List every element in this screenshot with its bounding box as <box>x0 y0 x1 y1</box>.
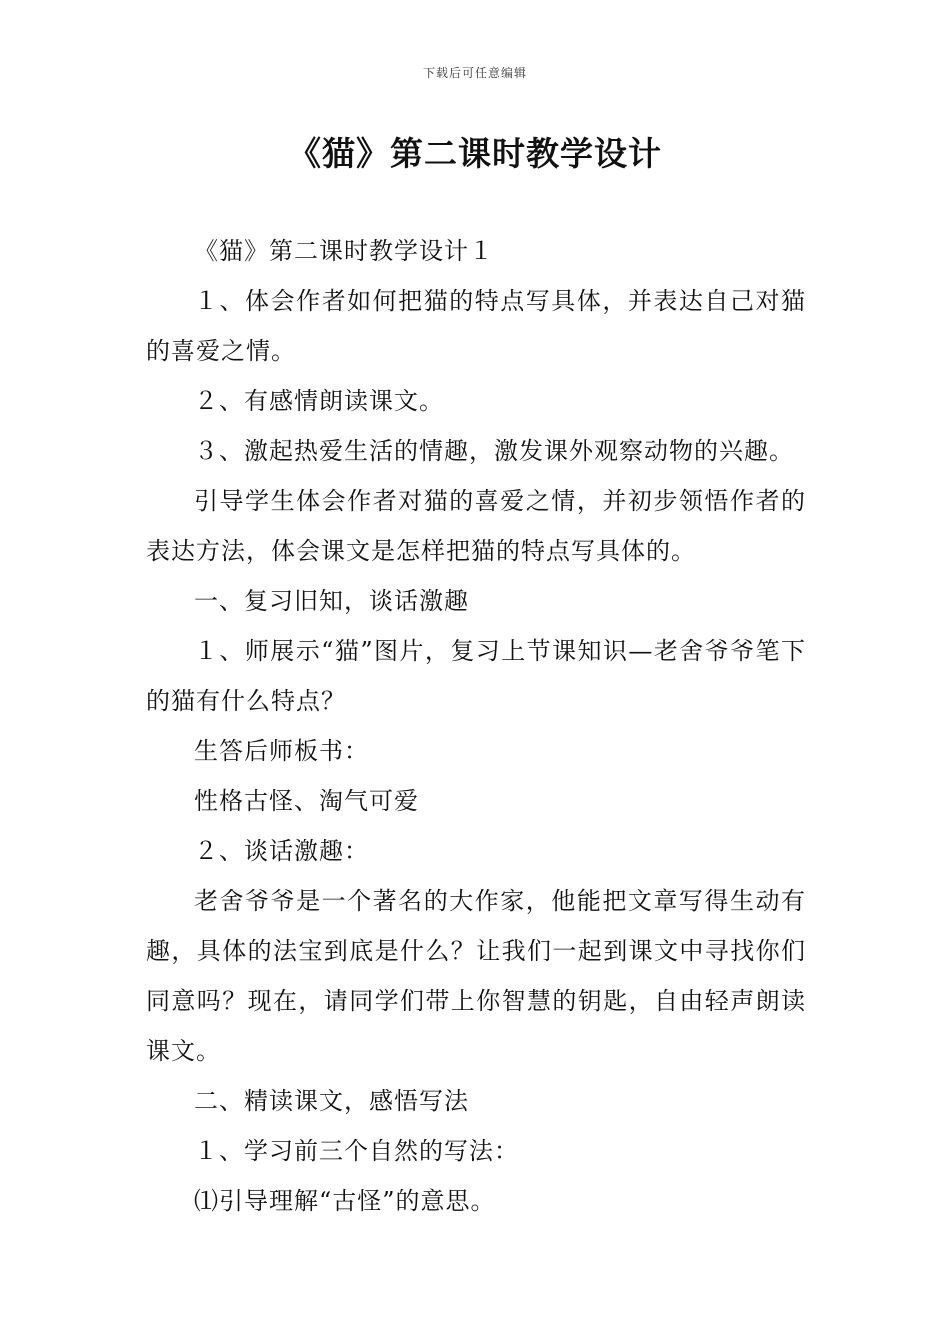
section-heading: 二、精读课文，感悟写法 <box>194 1087 469 1115</box>
paragraph: ２、有感情朗读课文。 <box>194 387 444 415</box>
paragraph: １、学习前三个自然的写法： <box>194 1137 519 1165</box>
paragraph: １、体会作者如何把猫的特点写具体，并表达自己对猫的喜爱之情。 <box>146 287 806 365</box>
paragraph: １、师展示“猫”图片，复习上节课知识—老舍爷爷笔下的猫有什么特点？ <box>146 637 806 715</box>
paragraph: 生答后师板书： <box>194 737 369 765</box>
paragraph: ⑴引导理解“古怪”的意思。 <box>194 1187 496 1215</box>
paragraph: ３、激起热爱生活的情趣，激发课外观察动物的兴趣。 <box>194 437 794 465</box>
paragraph: 《猫》第二课时教学设计１ <box>194 237 494 265</box>
header-note: 下载后可任意编辑 <box>422 66 527 80</box>
paragraph: ２、谈话激趣： <box>194 837 369 865</box>
paragraph: 性格古怪、淘气可爱 <box>194 787 419 815</box>
section-heading: 一、复习旧知，谈话激趣 <box>194 587 469 615</box>
paragraph: 引导学生体会作者对猫的喜爱之情，并初步领悟作者的表达方法，体会课文是怎样把猫的特点写具体的。 <box>146 487 806 565</box>
paragraph: 老舍爷爷是一个著名的大作家，他能把文章写得生动有趣，具体的法宝到底是什么？让我们一起到课文中寻找你们同意吗？现在，请同学们带上你智慧的钥匙，自由轻声朗读课文。 <box>146 887 806 1065</box>
document-title: 《猫》第二课时教学设计 <box>288 134 662 173</box>
document-body <box>146 226 806 1226</box>
